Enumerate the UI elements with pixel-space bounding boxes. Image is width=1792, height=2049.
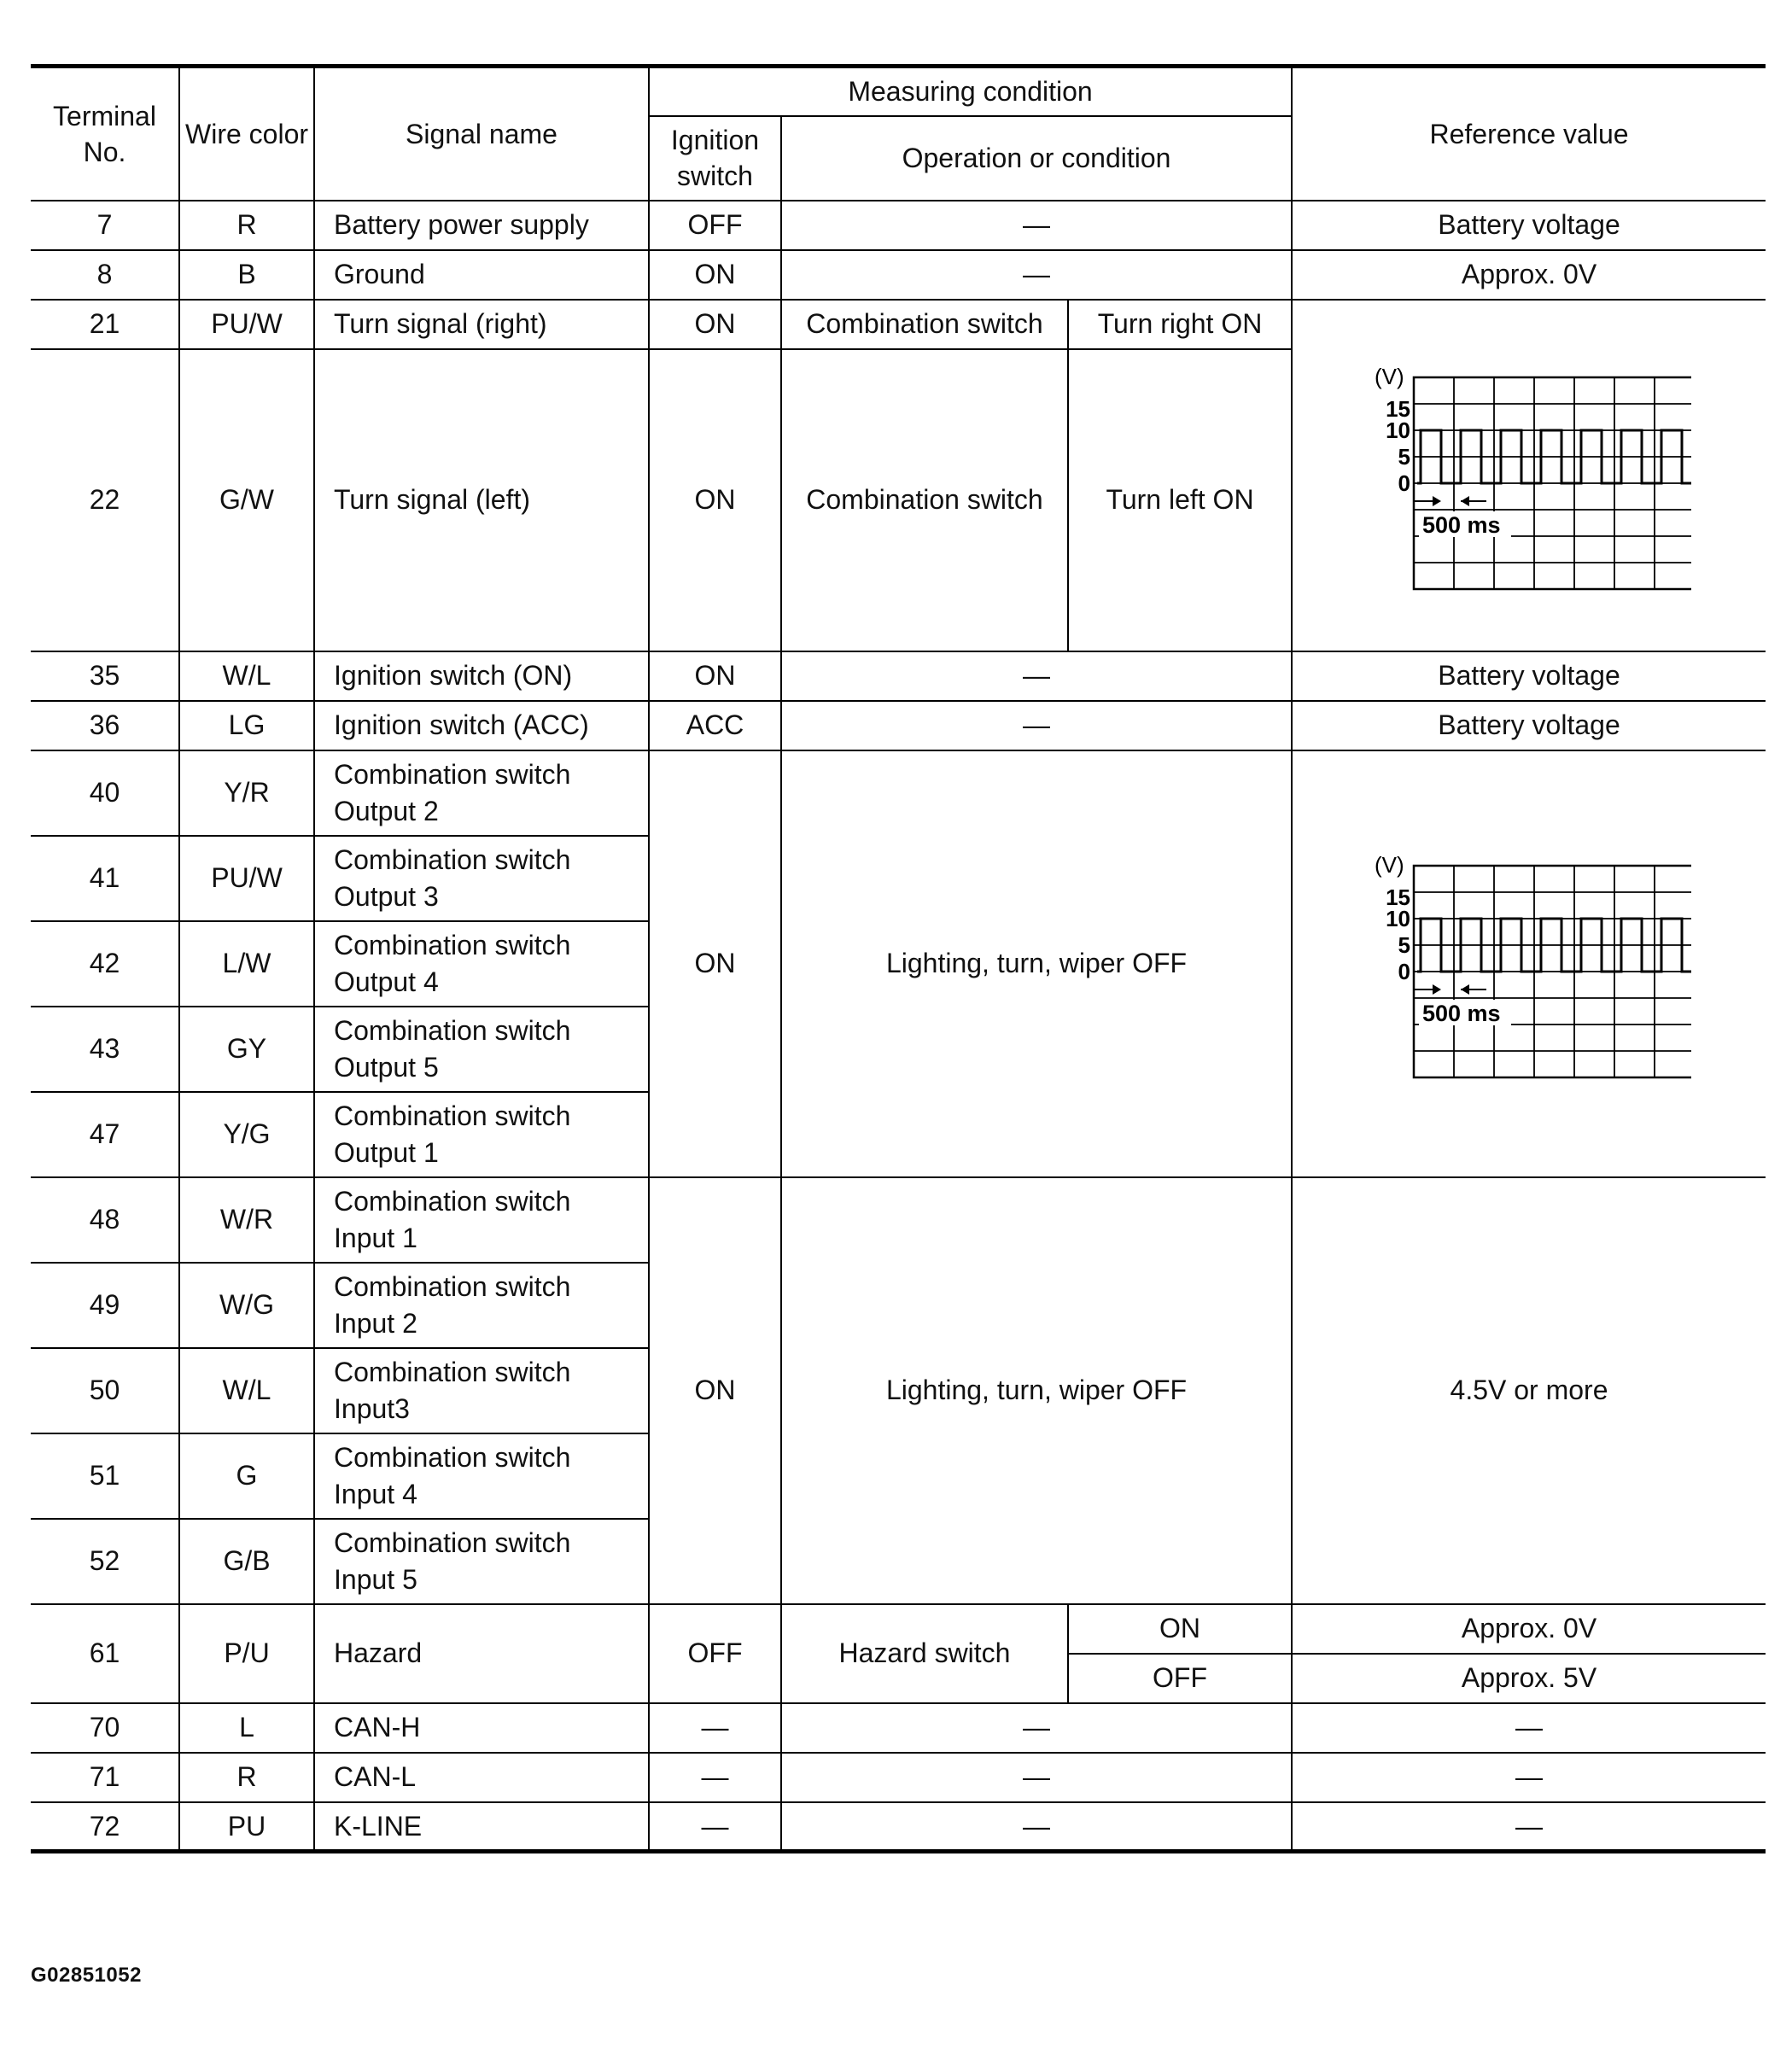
operation-cell: Combination switch [781,349,1068,651]
table-row [31,1177,1766,1263]
signal-name-line: Input3 [334,1392,410,1424]
ignition-cell: ACC [649,701,781,750]
terminal-cell: 42 [31,921,179,1007]
wire-color-cell: LG [179,701,314,750]
signal-name-cell [314,1263,649,1348]
signal-name-cell [314,1177,649,1263]
operation-cell: — [781,1703,1292,1753]
signal-name-line: Combination switch [334,1357,571,1388]
signal-name-line: Combination switch [334,1271,571,1303]
signal-name-cell [314,1348,649,1433]
header-reference-value: Reference value [1292,67,1766,201]
time-marker-arrow-left [1461,984,1469,995]
wire-color-cell: R [179,1753,314,1802]
terminal-cell: 35 [31,651,179,701]
terminal-cell: 40 [31,750,179,836]
signal-name-cell [314,921,649,1007]
signal-name-line: Input 4 [334,1478,417,1509]
reference-cell: Battery voltage [1292,701,1766,750]
table-row [31,201,1766,250]
condition-cell: OFF [1068,1654,1292,1703]
wire-color-cell: PU/W [179,836,314,921]
signal-name-cell: Hazard [314,1604,649,1703]
table-row [31,1753,1766,1802]
signal-name-line: Combination switch [334,759,571,791]
ignition-cell: — [649,1703,781,1753]
header-measuring-condition: Measuring condition [649,67,1292,116]
waveform-y-tick-label: 15 [1386,884,1411,910]
condition-cell: Turn right ON [1068,300,1292,349]
signal-name-line: Combination switch [334,1186,571,1217]
terminal-cell: 52 [31,1519,179,1604]
signal-name-line: Combination switch [334,1527,571,1559]
reference-cell: — [1292,1703,1766,1753]
signal-name-line: Combination switch [334,1442,571,1474]
time-marker-arrow-right [1433,496,1441,506]
wire-color-cell: R [179,201,314,250]
ignition-cell: OFF [649,1604,781,1703]
ignition-cell: ON [649,349,781,651]
wire-color-cell: Y/R [179,750,314,836]
signal-name-line: Output 5 [334,1051,439,1083]
reference-cell: — [1292,1802,1766,1852]
wire-color-cell: W/L [179,1348,314,1433]
header-operation-or-condition: Operation or condition [781,116,1292,201]
operation-cell: — [781,1802,1292,1852]
terminal-cell: 71 [31,1753,179,1802]
terminal-cell: 50 [31,1348,179,1433]
signal-name-cell: Battery power supply [314,201,649,250]
operation-cell: — [781,1753,1292,1802]
waveform-y-tick-label: 5 [1398,931,1411,958]
waveform-y-tick-label: 10 [1386,417,1411,443]
condition-cell: Turn left ON [1068,349,1292,651]
signal-name-line: Combination switch [334,844,571,876]
signal-name-line: Input 5 [334,1563,417,1595]
wire-color-cell: G/W [179,349,314,651]
table-row [31,651,1766,701]
waveform-time-label: 500 ms [1422,511,1501,538]
terminal-cell: 61 [31,1604,179,1703]
wire-color-cell: PU [179,1802,314,1852]
operation-cell: Lighting, turn, wiper OFF [781,750,1292,1177]
waveform-chart-combination-output [1367,849,1691,1079]
header-wire-color: Wire color [179,67,314,201]
wire-color-cell: Y/G [179,1092,314,1177]
wire-color-cell: W/G [179,1263,314,1348]
time-marker-arrow-left [1461,496,1469,506]
ignition-cell: — [649,1802,781,1852]
table-row [31,250,1766,300]
signal-name-cell [314,1007,649,1092]
signal-name-line: Combination switch [334,1100,571,1132]
terminal-cell: 43 [31,1007,179,1092]
ignition-cell: ON [649,750,781,1177]
ignition-cell: OFF [649,201,781,250]
reference-cell: — [1292,1753,1766,1802]
waveform-unit-label: (V) [1375,851,1404,878]
signal-name-cell: K-LINE [314,1802,649,1852]
ignition-cell: ON [649,651,781,701]
reference-value-table [31,64,1766,1853]
reference-cell: Approx. 0V [1292,250,1766,300]
signal-name-line: Input 1 [334,1222,417,1253]
operation-cell: — [781,201,1292,250]
waveform-group [1375,364,1691,589]
waveform-time-label: 500 ms [1422,1000,1501,1026]
waveform-y-tick-label: 0 [1398,470,1411,496]
waveform-unit-label: (V) [1375,363,1404,389]
wire-color-cell: L [179,1703,314,1753]
signal-name-cell: Turn signal (right) [314,300,649,349]
signal-name-cell [314,1433,649,1519]
waveform-y-tick-label: 15 [1386,395,1411,422]
wire-color-cell: L/W [179,921,314,1007]
signal-name-line: Combination switch [334,1015,571,1047]
reference-waveform-cell [1292,750,1766,1177]
header-signal-name: Signal name [314,67,649,201]
signal-name-cell [314,1092,649,1177]
ignition-cell: ON [649,1177,781,1604]
signal-name-cell: CAN-L [314,1753,649,1802]
terminal-cell: 21 [31,300,179,349]
reference-cell: 4.5V or more [1292,1177,1766,1604]
signal-name-line: Input 2 [334,1307,417,1339]
header-terminal-no: Terminal No. [31,67,179,201]
table-row [31,300,1766,349]
terminal-cell: 47 [31,1092,179,1177]
wire-color-cell: B [179,250,314,300]
operation-cell: — [781,250,1292,300]
waveform-y-tick-label: 0 [1398,958,1411,984]
signal-name-cell: Turn signal (left) [314,349,649,651]
signal-name-cell: Ground [314,250,649,300]
signal-name-line: Output 4 [334,966,439,997]
operation-cell: Hazard switch [781,1604,1068,1703]
terminal-cell: 41 [31,836,179,921]
wire-color-cell: G/B [179,1519,314,1604]
signal-name-line: Combination switch [334,930,571,961]
reference-waveform-cell [1292,300,1766,651]
operation-cell: — [781,701,1292,750]
waveform-group [1375,852,1691,1077]
terminal-cell: 22 [31,349,179,651]
table-row [31,701,1766,750]
signal-name-line: Output 1 [334,1136,439,1168]
terminal-cell: 51 [31,1433,179,1519]
table-row [31,1802,1766,1852]
wire-color-cell: W/R [179,1177,314,1263]
terminal-cell: 49 [31,1263,179,1348]
ignition-cell: ON [649,300,781,349]
terminal-cell: 8 [31,250,179,300]
wire-color-cell: W/L [179,651,314,701]
reference-cell: Approx. 0V [1292,1604,1766,1654]
waveform-y-tick-label: 5 [1398,443,1411,470]
signal-name-line: Output 2 [334,795,439,826]
table-row [31,750,1766,836]
operation-cell: — [781,651,1292,701]
terminal-cell: 48 [31,1177,179,1263]
header-ignition-switch: Ignition switch [649,116,781,201]
waveform-y-tick-label: 10 [1386,905,1411,931]
signal-name-cell: Ignition switch (ON) [314,651,649,701]
terminal-cell: 72 [31,1802,179,1852]
reference-cell: Battery voltage [1292,201,1766,250]
ignition-cell: — [649,1753,781,1802]
condition-cell: ON [1068,1604,1292,1654]
reference-cell: Battery voltage [1292,651,1766,701]
operation-cell: Lighting, turn, wiper OFF [781,1177,1292,1604]
table-row [31,1604,1766,1654]
time-marker-arrow-right [1433,984,1441,995]
terminal-cell: 36 [31,701,179,750]
waveform-chart-turn-signal [1367,360,1691,591]
wire-color-cell: GY [179,1007,314,1092]
wire-color-cell: PU/W [179,300,314,349]
terminal-cell: 70 [31,1703,179,1753]
wire-color-cell: G [179,1433,314,1519]
reference-cell: Approx. 5V [1292,1654,1766,1703]
ignition-cell: ON [649,250,781,300]
signal-name-cell [314,750,649,836]
signal-name-cell: CAN-H [314,1703,649,1753]
signal-name-line: Output 3 [334,880,439,912]
terminal-cell: 7 [31,201,179,250]
figure-id: G02851052 [31,1964,142,1987]
table-row [31,1703,1766,1753]
signal-name-cell [314,836,649,921]
wire-color-cell: P/U [179,1604,314,1703]
signal-name-cell: Ignition switch (ACC) [314,701,649,750]
operation-cell: Combination switch [781,300,1068,349]
signal-name-cell [314,1519,649,1604]
